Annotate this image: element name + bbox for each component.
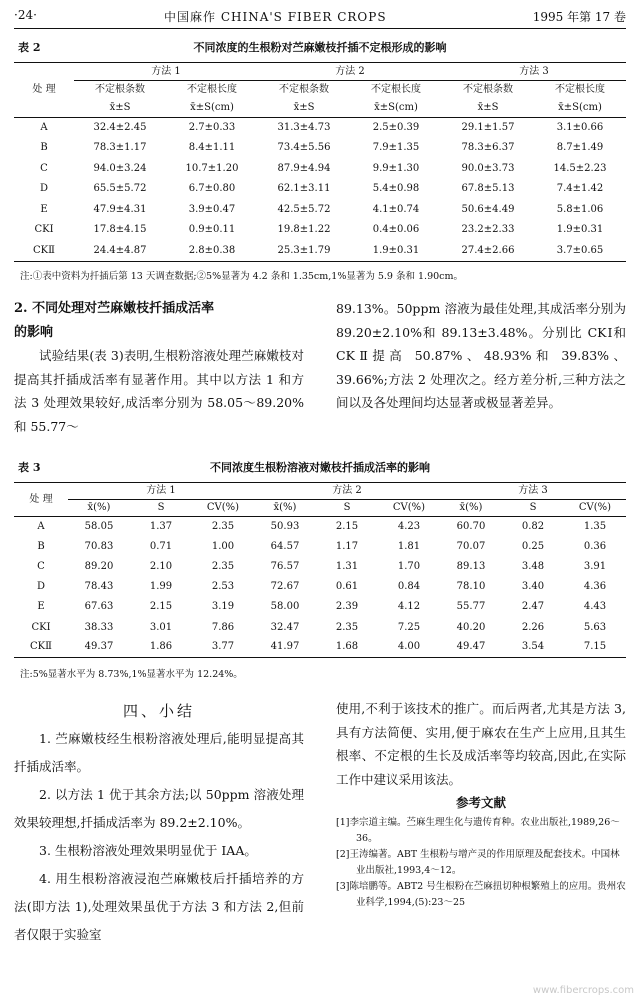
table2-row	[14, 159, 626, 180]
table-cell: 19.8±1.22	[277, 224, 331, 236]
table-cell: 3.48	[521, 560, 545, 572]
table-cell: 7.25	[397, 621, 421, 633]
table-cell: 25.3±1.79	[258, 241, 350, 262]
table3-caption	[14, 459, 626, 473]
table-cell: 4.12	[397, 601, 421, 613]
summary-item-3: 3. 生根粉溶液处理效果明显优于 IAA。	[39, 843, 257, 858]
reference-2: [2]王涛编著。ABT 生根粉与增产灵的作用原理及配套技术。中国林业出版社,1993,4～12。	[336, 848, 620, 876]
table-cell: 78.43	[84, 581, 114, 593]
table-cell: 49.37	[68, 638, 130, 658]
table-cell: 5.63	[583, 621, 607, 633]
summary-right-column	[336, 697, 626, 911]
table-cell: 94.0±3.24	[93, 162, 147, 174]
table2-unit: x̄±S(cm)	[166, 100, 258, 118]
summary-continuation: 使用,不利于该技术的推广。而后两者,尤其是方法 3,具有方法简便、实用,便于麻农在生产上应用,且其生根率、不定根的生长及成活率等均较高,因此,在实际工作中建议采用该法。	[336, 701, 626, 787]
table2-method-header	[14, 63, 626, 81]
section2-left-column	[14, 297, 304, 438]
table3-col-mean: x̄(%)	[68, 500, 130, 517]
table2-row	[14, 179, 626, 200]
treatment-label: A	[40, 122, 48, 133]
table-cell: 90.0±3.73	[461, 162, 515, 174]
table3-method-1: 方法 1	[68, 483, 254, 500]
table-cell: 1.9±0.31	[350, 241, 442, 262]
treatment-label: CKⅠ	[31, 621, 51, 633]
table3-col-mean: x̄(%)	[254, 500, 316, 517]
table-cell: 55.77	[456, 601, 486, 613]
table-cell: 41.97	[254, 638, 316, 658]
table-cell: 1.9±0.31	[556, 224, 604, 236]
treatment-label: CKⅡ	[14, 241, 74, 262]
table-cell: 7.9±1.35	[372, 142, 420, 154]
section2-paragraph: 试验结果(表 3)表明,生根粉溶液处理苎麻嫩枝对提高其扦插成活率有显著作用。其中以方法 1 和方法 3 处理效果较好,成活率分别为 58.05～89.20%和 55.77～	[14, 348, 304, 434]
section2-right-column	[336, 297, 626, 415]
table2-unit: x̄±S(cm)	[350, 100, 442, 118]
table2-number: 表 2	[18, 41, 41, 54]
table3-row	[14, 617, 626, 637]
treatment-label: B	[37, 540, 45, 552]
table-cell: 17.8±4.15	[93, 224, 147, 236]
table-cell: 3.91	[583, 560, 607, 572]
table2-row	[14, 220, 626, 241]
table2-unit: x̄±S	[442, 100, 534, 118]
table-cell: 40.20	[456, 621, 486, 633]
reference-3: [3]陈培鹏等。ABT2 号生根粉在苎麻扭切种根繁殖上的应用。贵州农业科学,1994,(5):23～25	[336, 880, 626, 908]
table-cell: 78.3±6.37	[461, 142, 515, 154]
table-cell: 2.47	[521, 601, 545, 613]
journal-name: 中国麻作 CHINA'S FIBER CROPS	[164, 10, 387, 24]
table3-subheader	[14, 500, 626, 517]
summary-item-4: 4. 用生根粉溶液浸泡苎麻嫩枝后扦插培养的方法(即方法 1),处理效果虽优于方法 3 和方法 2,但前者仅限于实验室	[14, 871, 304, 942]
table-cell: 1.99	[149, 581, 173, 593]
table-cell: 0.25	[521, 540, 545, 552]
table-cell: 89.13	[456, 560, 486, 572]
table-cell: 62.1±3.11	[277, 183, 331, 195]
table-cell: 60.70	[456, 520, 486, 532]
treatment-label: C	[40, 162, 48, 174]
table2-units	[14, 100, 626, 118]
table2-unit: x̄±S	[258, 100, 350, 118]
table-cell: 2.5±0.39	[372, 122, 420, 133]
treatment-label: B	[40, 142, 48, 154]
table-cell: 0.4±0.06	[372, 224, 420, 236]
treatment-label: E	[40, 203, 48, 215]
table3-method-2: 方法 2	[254, 483, 440, 500]
table3-title: 不同浓度生根粉溶液对嫩枝扦插成活率的影响	[210, 461, 430, 474]
table-cell: 2.35	[335, 621, 359, 633]
table-cell: 64.57	[270, 540, 300, 552]
table2-treatment-header: 处 理	[14, 63, 74, 118]
references-title: 参考文献	[455, 795, 506, 810]
table-cell: 4.00	[378, 638, 440, 658]
table3-row	[14, 597, 626, 617]
issue-label: 1995 年第 17 卷	[532, 10, 626, 24]
table3-row	[14, 577, 626, 597]
table-cell: 1.31	[335, 560, 359, 572]
section2-title-line2: 的影响	[14, 324, 54, 340]
table-cell: 73.4±5.56	[277, 142, 331, 154]
table-cell: 1.17	[335, 540, 359, 552]
table3-row	[14, 557, 626, 577]
table2-note: 注:①表中资料为扦插后第 13 天调查数据;②5%显著为 4.2 条和 1.35cm,1%显著为 5.9 条和 1.90cm。	[20, 271, 463, 282]
table-cell: 4.1±0.74	[372, 203, 420, 215]
section2-title-line1: 2. 不同处理对苎麻嫩枝扦插成活率	[14, 301, 215, 316]
table-cell: 4.43	[583, 601, 607, 613]
table-cell: 67.8±5.13	[461, 183, 515, 195]
table-cell: 70.83	[84, 540, 114, 552]
table3-col-sd: S	[130, 500, 192, 517]
table-cell: 0.71	[149, 540, 173, 552]
table-cell: 0.82	[521, 520, 545, 532]
table-cell: 6.7±0.80	[188, 183, 236, 195]
table2-caption	[14, 39, 626, 53]
table3-col-mean: x̄(%)	[440, 500, 502, 517]
table2-method-1: 方法 1	[74, 63, 258, 81]
table-cell: 72.67	[270, 581, 300, 593]
table-cell: 1.37	[149, 520, 173, 532]
summary-left-column	[14, 697, 304, 949]
treatment-label: D	[39, 183, 49, 195]
table-cell: 3.19	[211, 601, 235, 613]
table-cell: 4.23	[397, 520, 421, 532]
table3-col-sd: S	[502, 500, 564, 517]
table3-row	[14, 638, 626, 658]
table-cell: 3.1±0.66	[556, 122, 604, 133]
table-cell: 50.6±4.49	[461, 203, 515, 215]
table2-col-root-count: 不定根条数	[95, 84, 145, 96]
summary-title: 四、小结	[122, 702, 195, 720]
table-cell: 8.4±1.11	[188, 142, 236, 154]
table-cell: 1.86	[130, 638, 192, 658]
table-cell: 32.47	[270, 621, 300, 633]
table-cell: 14.5±2.23	[553, 162, 607, 174]
table-cell: 3.01	[149, 621, 173, 633]
table-cell: 27.4±2.66	[442, 241, 534, 262]
table-cell: 3.40	[521, 581, 545, 593]
table2-col-root-length: 不定根长度	[187, 84, 237, 96]
table2-unit: x̄±S	[74, 100, 166, 118]
table-cell: 87.9±4.94	[277, 162, 331, 174]
table-cell: 50.93	[270, 520, 300, 532]
treatment-label: D	[36, 581, 46, 593]
table-cell: 8.7±1.49	[556, 142, 604, 154]
table-cell: 76.57	[270, 560, 300, 572]
table-cell: 1.81	[397, 540, 421, 552]
summary-item-1: 1. 苎麻嫩枝经生根粉溶液处理后,能明显提高其扦插成活率。	[14, 731, 304, 774]
table-cell: 78.10	[456, 581, 486, 593]
table2-col-root-count: 不定根条数	[279, 84, 329, 96]
table-cell: 7.4±1.42	[556, 183, 604, 195]
table-cell: 2.26	[521, 621, 545, 633]
table-cell: 2.53	[211, 581, 235, 593]
table-cell: 29.1±1.57	[461, 122, 515, 133]
table-cell: 58.05	[84, 520, 114, 532]
table-cell: 1.35	[583, 520, 607, 532]
table-cell: 2.15	[149, 601, 173, 613]
table-cell: 5.4±0.98	[372, 183, 420, 195]
table-cell: 9.9±1.30	[372, 162, 420, 174]
table-cell: 0.36	[583, 540, 607, 552]
table2-title: 不同浓度的生根粉对苎麻嫩枝扦插不定根形成的影响	[193, 41, 447, 54]
table3-method-header	[14, 483, 626, 500]
page-number: ·24·	[14, 8, 37, 22]
table3-number: 表 3	[18, 461, 41, 474]
table-cell: 2.7±0.33	[188, 122, 236, 133]
table-cell: 67.63	[84, 601, 114, 613]
table-cell: 1.70	[397, 560, 421, 572]
table-cell: 89.20	[84, 560, 114, 572]
watermark: www.fibercrops.com	[532, 985, 634, 996]
table3-row	[14, 517, 626, 537]
running-head	[14, 8, 626, 24]
table3	[14, 482, 626, 658]
table-cell: 3.77	[192, 638, 254, 658]
treatment-label: E	[37, 601, 45, 613]
table-cell: 70.07	[456, 540, 486, 552]
table2-col-root-count: 不定根条数	[463, 84, 513, 96]
table-cell: 2.8±0.38	[166, 241, 258, 262]
table3-col-cv: CV(%)	[192, 500, 254, 517]
header-rule	[14, 28, 626, 29]
table3-note: 注:5%显著水平为 8.73%,1%显著水平为 12.24%。	[20, 669, 243, 680]
table-cell: 32.4±2.45	[93, 122, 147, 133]
table2-col-root-length: 不定根长度	[555, 84, 605, 96]
table2-row	[14, 138, 626, 159]
table2-row	[14, 241, 626, 262]
treatment-label: CKⅠ	[34, 224, 54, 236]
table-cell: 78.3±1.17	[93, 142, 147, 154]
table-cell: 3.9±0.47	[188, 203, 236, 215]
table2-row	[14, 200, 626, 221]
table-cell: 7.15	[564, 638, 626, 658]
table-cell: 23.2±2.33	[461, 224, 515, 236]
table-cell: 38.33	[84, 621, 114, 633]
table-cell: 58.00	[270, 601, 300, 613]
table-cell: 2.35	[211, 560, 235, 572]
table3-col-cv: CV(%)	[564, 500, 626, 517]
table2-subheader	[14, 81, 626, 100]
table-cell: 10.7±1.20	[185, 162, 239, 174]
table-cell: 2.39	[335, 601, 359, 613]
table-cell: 0.61	[335, 581, 359, 593]
table-cell: 3.54	[502, 638, 564, 658]
table-cell: 7.86	[211, 621, 235, 633]
table2-method-2: 方法 2	[258, 63, 442, 81]
treatment-label: A	[37, 520, 45, 532]
table3-col-cv: CV(%)	[378, 500, 440, 517]
table2-col-root-length: 不定根长度	[371, 84, 421, 96]
table-cell: 3.7±0.65	[534, 241, 626, 262]
table2	[14, 62, 626, 262]
table-cell: 2.10	[149, 560, 173, 572]
table-cell: 1.00	[211, 540, 235, 552]
table-cell: 24.4±4.87	[74, 241, 166, 262]
table-cell: 0.84	[397, 581, 421, 593]
table3-treatment-header: 处 理	[14, 483, 68, 517]
table-cell: 65.5±5.72	[93, 183, 147, 195]
table-cell: 47.9±4.31	[93, 203, 147, 215]
table2-method-3: 方法 3	[442, 63, 626, 81]
table3-method-3: 方法 3	[440, 483, 626, 500]
section2-paragraph-cont: 89.13%。50ppm 溶液为最佳处理,其成活率分别为 89.20±2.10%和 89.13±3.48%。分别比 CKⅠ和 CKⅡ提高 50.87%、48.93%和 39.83%、39.66%;方法 2 处理次之。经方差分析,三种方法之间以及各处理间均达显著或极显著差异。	[336, 301, 626, 410]
treatment-label: C	[37, 560, 45, 572]
table2-unit: x̄±S(cm)	[534, 100, 626, 118]
reference-1: [1]李宗道主编。苎麻生理生化与遗传育种。农业出版社,1989,26～36。	[336, 816, 620, 844]
table-cell: 42.5±5.72	[277, 203, 331, 215]
summary-item-2: 2. 以方法 1 优于其余方法;以 50ppm 溶液处理效果较理想,扦插成活率为 89.2±2.10%。	[14, 787, 304, 830]
table-cell: 2.35	[211, 520, 235, 532]
table-cell: 1.68	[316, 638, 378, 658]
table-cell: 4.36	[583, 581, 607, 593]
table-cell: 5.8±1.06	[556, 203, 604, 215]
table2-row	[14, 118, 626, 139]
table3-row	[14, 537, 626, 557]
table-cell: 2.15	[335, 520, 359, 532]
treatment-label: CKⅡ	[14, 638, 68, 658]
table-cell: 0.9±0.11	[188, 224, 236, 236]
table-cell: 49.47	[440, 638, 502, 658]
table3-col-sd: S	[316, 500, 378, 517]
table-cell: 31.3±4.73	[277, 122, 331, 133]
